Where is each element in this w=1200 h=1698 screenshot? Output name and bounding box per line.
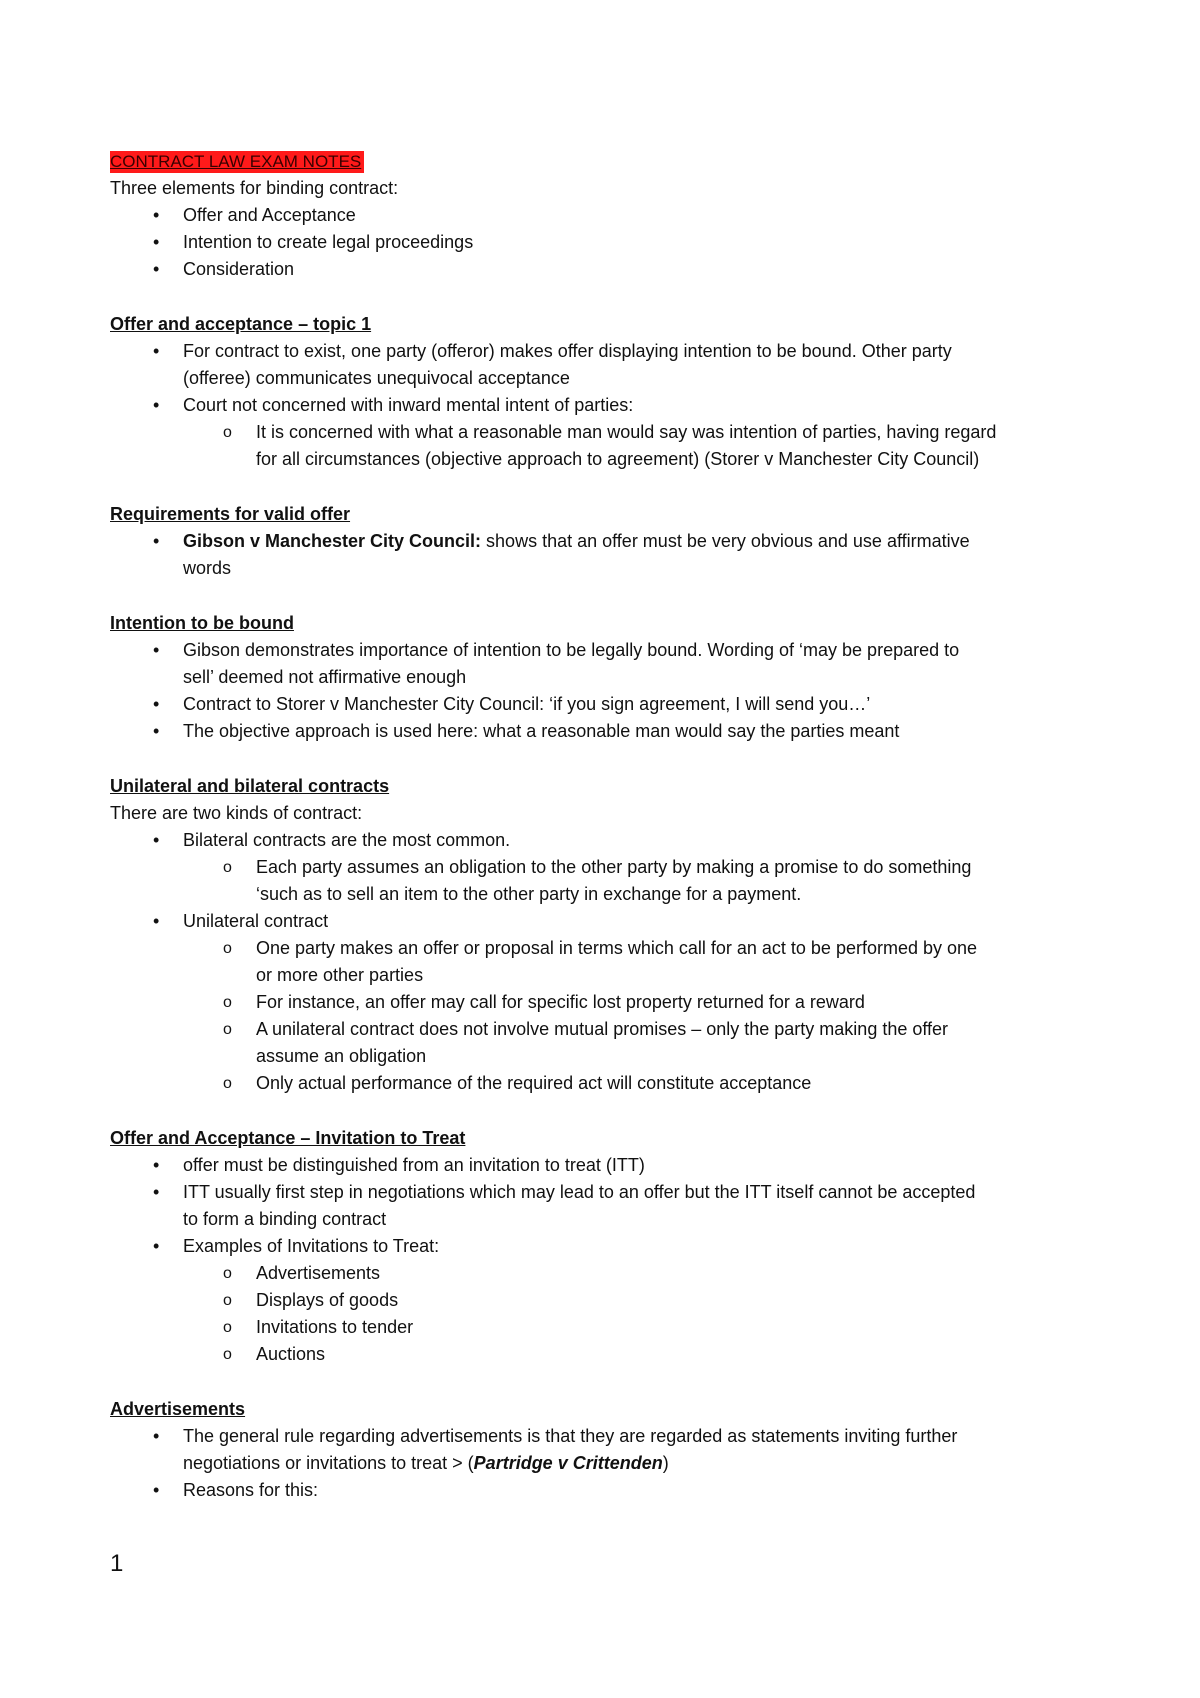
list-item-continuation: (offeree) communicates unequivocal acceptance — [183, 368, 570, 388]
list-item: • The general rule regarding advertisements is that they are regarded as statements inviting further — [110, 1423, 1110, 1450]
list-item-continuation: sell’ deemed not affirmative enough — [183, 667, 467, 687]
list-item-continuation — [110, 1450, 1110, 1477]
page-number: 1 — [110, 1550, 124, 1577]
list-item-continuation: words — [183, 558, 232, 578]
document-page — [110, 148, 1110, 1504]
list-item: • Offer and Acceptance — [110, 202, 1110, 229]
intro-lead: Three elements for binding contract: — [110, 178, 399, 198]
list-item-text: negotiations or invitations to treat > ( — [183, 1453, 474, 1473]
list-item: • Consideration — [110, 256, 1110, 283]
list-item: • Gibson demonstrates importance of intention to be legally bound. Wording of ‘may be prepared to — [110, 637, 1110, 664]
case-name: Gibson v Manchester City Council: — [183, 531, 482, 551]
list-item: • ITT usually first step in negotiations which may lead to an offer but the ITT itself cannot be accepted — [110, 1179, 1110, 1206]
case-name: Partridge v Crittenden — [473, 1453, 663, 1473]
sub-list-item: o One party makes an offer or proposal in terms which call for an act to be performed by one — [110, 935, 1110, 962]
sub-list-item: o It is concerned with what a reasonable man would say was intention of parties, having regard — [110, 419, 1110, 446]
section-heading: Unilateral and bilateral contracts — [110, 776, 390, 796]
section-heading: Offer and Acceptance – Invitation to Treat — [110, 1128, 466, 1148]
list-item-text: shows that an offer must be very obvious and use affirmative — [481, 531, 970, 551]
sub-list-item: o For instance, an offer may call for specific lost property returned for a reward — [110, 989, 1110, 1016]
sub-list-item: o Invitations to tender — [110, 1314, 1110, 1341]
section-heading: Intention to be bound — [110, 613, 294, 633]
sub-list-item: o Advertisements — [110, 1260, 1110, 1287]
section-heading: Advertisements — [110, 1399, 246, 1419]
sub-list-item: o A unilateral contract does not involve mutual promises – only the party making the offer — [110, 1016, 1110, 1043]
list-item — [110, 528, 1110, 555]
list-item-text: ) — [662, 1453, 669, 1473]
sub-list-item: o Only actual performance of the required act will constitute acceptance — [110, 1070, 1110, 1097]
list-item: • Intention to create legal proceedings — [110, 229, 1110, 256]
sub-list-item: o Displays of goods — [110, 1287, 1110, 1314]
section-lead: There are two kinds of contract: — [110, 803, 363, 823]
page-title: CONTRACT LAW EXAM NOTES — [110, 151, 364, 173]
list-item-continuation: to form a binding contract — [183, 1209, 387, 1229]
list-item: • For contract to exist, one party (offeror) makes offer displaying intention to be bound. Other party — [110, 338, 1110, 365]
sub-list-item-continuation: ‘such as to sell an item to the other party in exchange for a payment. — [256, 884, 802, 904]
list-item: • The objective approach is used here: what a reasonable man would say the parties meant — [110, 718, 1110, 745]
list-item: • offer must be distinguished from an invitation to treat (ITT) — [110, 1152, 1110, 1179]
sub-list-item-continuation: assume an obligation — [256, 1046, 427, 1066]
sub-list-item-continuation: or more other parties — [256, 965, 424, 985]
list-item: • Unilateral contract — [110, 908, 1110, 935]
title-line — [110, 148, 1110, 175]
section-heading: Requirements for valid offer — [110, 504, 351, 524]
sub-list-item: o Auctions — [110, 1341, 1110, 1368]
list-item: • Court not concerned with inward mental intent of parties: — [110, 392, 1110, 419]
list-item: • Contract to Storer v Manchester City Council: ‘if you sign agreement, I will send you…’ — [110, 691, 1110, 718]
list-item: • Examples of Invitations to Treat: — [110, 1233, 1110, 1260]
sub-list-item-continuation: for all circumstances (objective approach to agreement) (Storer v Manchester City Council) — [256, 449, 980, 469]
section-heading: Offer and acceptance – topic 1 — [110, 314, 372, 334]
list-item: • Bilateral contracts are the most common. — [110, 827, 1110, 854]
sub-list-item: o Each party assumes an obligation to the other party by making a promise to do something — [110, 854, 1110, 881]
list-item: • Reasons for this: — [110, 1477, 1110, 1504]
